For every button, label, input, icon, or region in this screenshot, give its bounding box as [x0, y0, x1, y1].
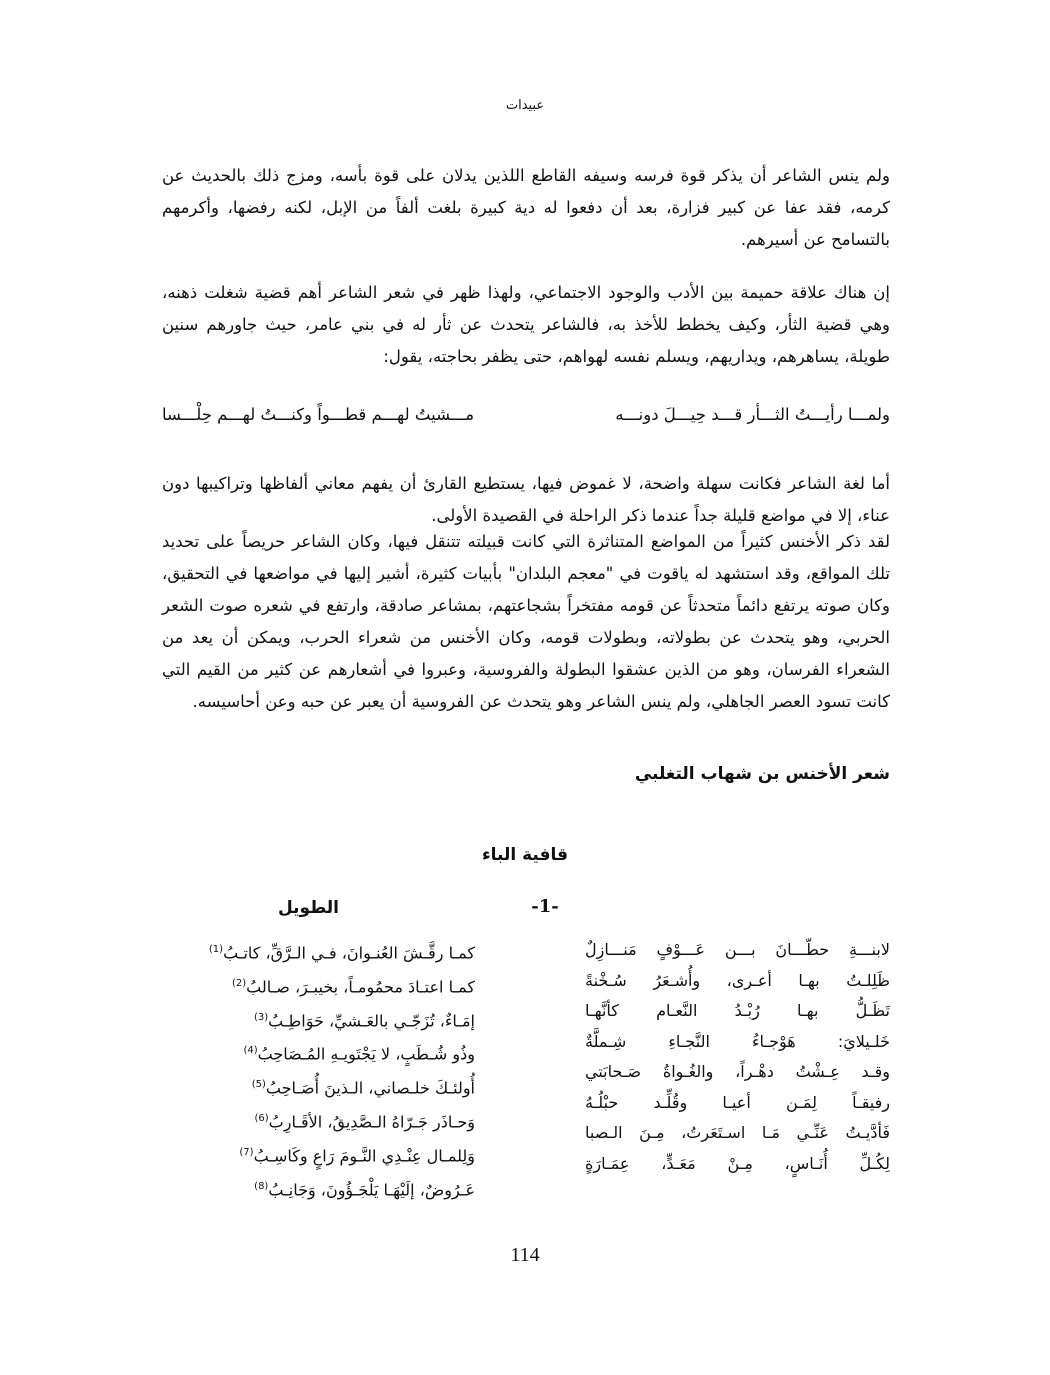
verse-second-hemistich — [155, 935, 475, 969]
verse-text: أُولئـكَ خلـصاني، الـذينَ أُصَـاحِبُ — [265, 1078, 475, 1098]
poem-meter: الطويل — [278, 898, 339, 918]
footnote-marker[interactable]: (4) — [243, 1045, 258, 1057]
footnote-marker[interactable]: (3) — [253, 1011, 269, 1023]
verse-second-hemistich — [155, 1070, 475, 1104]
verse-first-hemistich: ظَلِلـتُ بهـا أعـرى، وأُشـعَرُ سُـخْنةً — [585, 970, 890, 990]
verse-text: وَحـاذَر جَـرّاهُ الـصَّدِيقُ، الأقَـارِبُ — [268, 1112, 475, 1132]
footnote-marker[interactable]: (2) — [231, 977, 247, 989]
verse-second-hemistich — [155, 1003, 475, 1037]
verse-first-hemistich: خَلـيلايَ: هَوْجـاءُ النَّجـاءِ شِـملَّةٌ — [585, 1031, 890, 1051]
verse-first-hemistich: وقـد عِـشْتُ دهْـراً، والغُـواةُ صَـحابَتي — [585, 1062, 890, 1081]
verse-text: كمـا اعتـادَ محمُومـاً، بخيبـرَ، صـالبُ — [246, 977, 475, 997]
quoted-verse-first-hemistich: ولمـــا رأيـــتُ الثـــأر قـــد حِيـــلَ دونـــه — [615, 405, 890, 424]
verse-text: وذُو شُـطَبٍ، لا يَجْتَويـهِ المُـصَاحِبُ — [257, 1044, 475, 1064]
quoted-verse — [162, 405, 890, 439]
footnote-marker[interactable]: (6) — [254, 1113, 269, 1125]
poem-second-hemistichs — [155, 935, 475, 1206]
verse-text: عَـرُوضٌ، إلَيْهَـا يَلْجَـؤُونَ، وَجَانِـبُ — [268, 1180, 475, 1200]
poem-number: -1- — [531, 896, 559, 917]
footnote-marker[interactable]: (1) — [208, 944, 224, 955]
verse-second-hemistich — [155, 969, 475, 1003]
verse-second-hemistich — [155, 1104, 475, 1138]
footnote-marker[interactable]: (5) — [251, 1079, 266, 1091]
verse-first-hemistich: تَظَـلُّ بهـا رُبْـدُ النَّعـام كأنَّهـا — [585, 1001, 890, 1020]
paragraph-1: ولم ينس الشاعر أن يذكر قوة فرسه وسيفه القاطع اللذين يدلان على قوة بأسه، ومزج ذلك بالحديث عن كرمه، فقد عفا عن كبير فزارة، بعد أن دفعوا له دية كبيرة بلغت ألفاً من الإبل، لكنه رفضها، وأكرمهم بالتسامح عن أسيرهم. — [162, 166, 890, 249]
verse-second-hemistich — [155, 1036, 475, 1070]
rhyme-title: قافية الباء — [481, 845, 569, 865]
running-head: عبيدات — [505, 98, 545, 113]
verse-text: وَلِلمـال عِنْـدِي النَّـومَ رَاعٍ وكَاسِـبُ — [253, 1146, 475, 1166]
page-number: 114 — [510, 1244, 540, 1266]
paragraph-2: إن هناك علاقة حميمة بين الأدب والوجود الاجتماعي، ولهذا ظهر في شعر الشاعر أهم قضية شغلت ذهنه، وهي قضية الثأر، وكيف يخطط للأخذ به، فالشاعر يتحدث عن ثأر له في بني عامر، حيث جاورهم سنين طويلة، يساهرهم، ويداريهم، ويسلم نفسه لهواهم، حتى يظفر بحاجته، يقول: — [162, 283, 890, 366]
paragraph-4: لقد ذكر الأخنس كثيراً من المواضع المتناثرة التي كانت قبيلته تتنقل فيها، وكان الشاعر حريصاً على تحديد تلك المواقع، وقد استشهد له ياقوت في "معجم البلدان" بأبيات كثيرة، أشير إليها في مواضعها في التحقيق، وكان صوته يرتفع دائماً متحدثاً عن قومه مفتخراً بشجاعتهم، بمشاعر صادقة، وارتفع في شعره صوت الشعر الحربي، وهو يتحدث عن بطولاته، وبطولات قومه، وكان الأخنس من شعراء الحرب، ويمكن أن يعد من الشعراء الفرسان، وهو من الذين عشقوا البطولة والفروسية، وعبروا في أشعارهم عن كثير من القيم التي كانت تسود العصر الجاهلي، ولم ينس الشاعر وهو يتحدث عن الفروسية أن يعبر عن حبه وعن أحاسيسه. — [162, 532, 890, 711]
verse-first-hemistich: رفيقـاً لِمَـن أعيـا وقُلِّـد حبْلُـهُ — [585, 1092, 890, 1112]
poem-first-hemistichs — [585, 935, 890, 1179]
quoted-verse-second-hemistich: مـــشيتُ لهـــم قطـــواً وكنـــتُ لهـــم حِلْـــسا — [162, 405, 475, 424]
footnote-marker[interactable]: (7) — [239, 1146, 254, 1158]
verse-first-hemistich: لِكُـلِّ أُنَـاسٍ، مِـنْ مَعَـدٍّ، عِمَـارَةٍ — [585, 1153, 890, 1173]
verse-second-hemistich — [155, 1138, 475, 1172]
verse-first-hemistich: لابنـــةِ حطّـــانَ بـــن عَـــوْفٍ مَنـــازِلٌ — [585, 940, 890, 959]
footnote-marker[interactable]: (8) — [254, 1180, 269, 1192]
verse-text: كمـا رقَّـشَ العُنـوانَ، فـي الـرَّقِّ، كاتـبُ — [223, 943, 475, 963]
verse-text: إمَـاءٌ، تُزَجّـي بالعَـشيِّ، حَوَاطِـبُ — [268, 1010, 475, 1030]
section-title: شعر الأخنس بن شهاب التغلبي — [634, 764, 890, 784]
verse-second-hemistich — [155, 1172, 475, 1206]
paragraph-3: أما لغة الشاعر فكانت سهلة واضحة، لا غموض فيها، يستطيع القارئ أن يفهم معاني ألفاظها وتراكيبها دون عناء، إلا في مواضع قليلة جداً عندما ذكر الراحلة في القصيدة الأولى. — [162, 474, 890, 525]
verse-first-hemistich: فَأدَّيـتُ عَنِّـي مَـا اسـتَعَرتُ، مِـنَ الـصبا — [585, 1123, 890, 1142]
